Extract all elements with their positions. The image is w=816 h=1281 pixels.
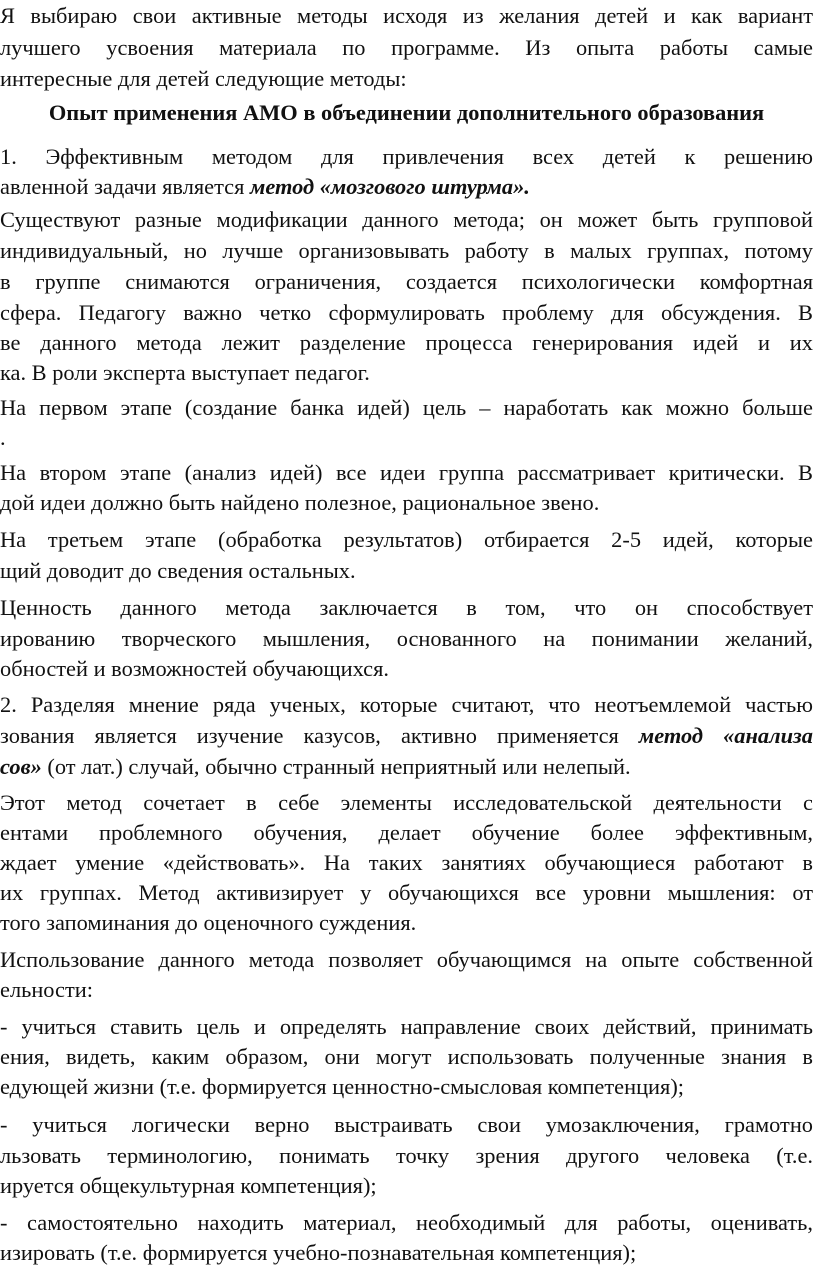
paragraph-8-line-1: Этот метод сочетает в себе элементы исследовательской деятельности с bbox=[0, 790, 813, 815]
paragraph-9-line-2: ельности: bbox=[0, 977, 93, 1002]
paragraph-5-line-2: щий доводит до сведения остальных. bbox=[0, 558, 356, 583]
paragraph-6-line-1: Ценность данного метода заключается в том, что он способствует bbox=[0, 595, 813, 620]
list-item-1-line-3: едующей жизни (т.е. формируется ценностно-смысловая компетенция); bbox=[0, 1074, 685, 1099]
paragraph-8-line-2: ентами проблемного обучения, делает обучение более эффективным, bbox=[0, 820, 813, 845]
paragraph-6-line-3: обностей и возможностей обучающихся. bbox=[0, 656, 390, 681]
paragraph-7-text: зования является изучение казусов, активно применяется bbox=[0, 723, 639, 748]
list-item-3-line-2: изировать (т.е. формируется учебно-познавательная компетенция); bbox=[0, 1240, 637, 1265]
paragraph-2-line-4: сфера. Педагогу важно четко сформулировать проблему для обсуждения. В bbox=[0, 300, 813, 325]
paragraph-8-line-5: того запоминания до оценочного суждения. bbox=[0, 910, 417, 935]
paragraph-7-text-end: (от лат.) случай, обычно странный неприятный или нелепый. bbox=[41, 754, 631, 779]
paragraph-3-line-2: . bbox=[0, 425, 6, 450]
paragraph-2-line-3: в группе снимаются ограничения, создается психологически комфортная bbox=[0, 269, 813, 294]
paragraph-8-line-4: их группах. Метод активизирует у обучающихся все уровни мышления: от bbox=[0, 880, 813, 905]
paragraph-3-line-1: На первом этапе (создание банка идей) цель – наработать как можно больше bbox=[0, 395, 813, 420]
paragraph-1-line-2 bbox=[0, 172, 813, 202]
paragraph-5-line-1: На третьем этапе (обработка результатов) отбирается 2-5 идей, которые bbox=[0, 527, 813, 552]
paragraph-9-line-1: Использование данного метода позволяет обучающимся на опыте собственной bbox=[0, 947, 813, 972]
list-item-1-line-2: ения, видеть, каким образом, они могут использовать полученные знания в bbox=[0, 1044, 813, 1069]
paragraph-2-line-5: ве данного метода лежит разделение процесса генерирования идей и их bbox=[0, 330, 813, 355]
list-item-3-line-1: - самостоятельно находить материал, необходимый для работы, оценивать, bbox=[0, 1210, 813, 1235]
paragraph-7-line-2 bbox=[0, 721, 813, 751]
paragraph-2-line-6: ка. В роли эксперта выступает педагог. bbox=[0, 360, 370, 385]
list-item-2-line-1: - учиться логически верно выстраивать свои умозаключения, грамотно bbox=[0, 1112, 813, 1137]
paragraph-1-text: авленной задачи является bbox=[0, 174, 251, 199]
paragraph-4-line-2: дой идеи должно быть найдено полезное, рациональное звено. bbox=[0, 490, 600, 515]
case-method-term-end: сов» bbox=[0, 754, 42, 779]
paragraph-7-line-1: 2. Разделяя мнение ряда ученых, которые считают, что неотъемлемой частью bbox=[0, 692, 813, 717]
list-item-2-line-3: ируется общекультурная компетенция); bbox=[0, 1173, 377, 1198]
paragraph-6-line-2: ированию творческого мышления, основанного на понимании желаний, bbox=[0, 626, 813, 651]
intro-line-3: интересные для детей следующие методы: bbox=[0, 66, 407, 91]
brainstorm-method-term: метод «мозгового штурма». bbox=[250, 174, 530, 199]
paragraph-8-line-3: ждает умение «действовать». На таких занятиях обучающиеся работают в bbox=[0, 850, 813, 875]
paragraph-7-line-3 bbox=[0, 752, 813, 782]
paragraph-2-line-2: индивидуальный, но лучше организовывать работу в малых группах, потому bbox=[0, 238, 813, 263]
intro-line-2: лучшего усвоения материала по программе. Из опыта работы самые bbox=[0, 35, 813, 60]
list-item-2-line-2: льзовать терминологию, понимать точку зрения другого человека (т.е. bbox=[0, 1143, 813, 1168]
paragraph-2-line-1: Существуют разные модификации данного метода; он может быть групповой bbox=[0, 207, 813, 232]
paragraph-4-line-1: На втором этапе (анализ идей) все идеи группа рассматривает критически. В bbox=[0, 460, 813, 485]
list-item-1-line-1: - учиться ставить цель и определять направление своих действий, принимать bbox=[0, 1014, 813, 1039]
paragraph-1-line-1: 1. Эффективным методом для привлечения всех детей к решению bbox=[0, 144, 813, 169]
case-method-term: метод «анализа bbox=[638, 723, 813, 748]
section-heading: Опыт применения АМО в объединении дополнительного образования bbox=[48, 100, 765, 125]
intro-line-1: Я выбираю свои активные методы исходя из желания детей и как вариант bbox=[0, 3, 813, 28]
